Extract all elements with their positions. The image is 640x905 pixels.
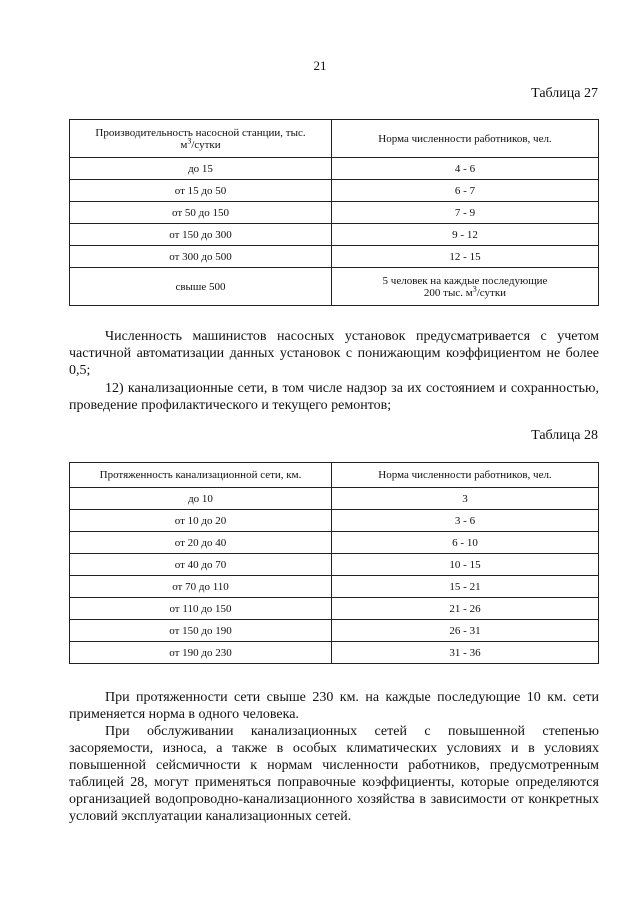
table-28-header-norm: Норма численности работников, чел.: [332, 463, 599, 488]
table-27-last-norm-suffix: /сутки: [476, 286, 507, 299]
table-28-cell-norm: 10 - 15: [332, 554, 599, 576]
table-27-last-norm-prefix: 200 тыс. м: [423, 286, 473, 299]
table-row: [70, 620, 599, 642]
table-28-cell-norm: 3: [332, 488, 599, 510]
table-row: [70, 576, 599, 598]
table-27-last-norm-line1: 5 человек на каждые последующие: [382, 274, 548, 287]
table-28-cell-norm: 15 - 21: [332, 576, 599, 598]
table-27: [69, 119, 599, 306]
table-28-cell-range: от 10 до 20: [70, 510, 332, 532]
table-row: [70, 642, 599, 664]
table-row: [70, 224, 599, 246]
table-28-cell-norm: 26 - 31: [332, 620, 599, 642]
table-28-cell-range: от 190 до 230: [70, 642, 332, 664]
table-28-caption: Таблица 28: [531, 428, 598, 443]
table-row: [70, 268, 599, 306]
table-28-cell-range: до 10: [70, 488, 332, 510]
table-28-cell-range: от 110 до 150: [70, 598, 332, 620]
table-row: [70, 202, 599, 224]
table-27-cell-range: от 50 до 150: [70, 202, 332, 224]
table-27-header-row: [70, 120, 599, 158]
table-row: [70, 532, 599, 554]
table-27-cell-norm: 6 - 7: [332, 180, 599, 202]
table-28-cell-norm: 3 - 6: [332, 510, 599, 532]
table-27-cell-norm: 12 - 15: [332, 246, 599, 268]
table-28-cell-range: от 20 до 40: [70, 532, 332, 554]
table-28-header-row: [70, 463, 599, 488]
table-28-cell-norm: 31 - 36: [332, 642, 599, 664]
paragraph-network-over-230: [69, 689, 599, 723]
page-number: 21: [313, 58, 327, 73]
table-28-cell-range: от 40 до 70: [70, 554, 332, 576]
paragraph-correction-coefficients-text: При обслуживании канализационных сетей с повышенной степенью засоряемости, износа, а также в особых климатических условиях и в условиях повышенной сейсмичности к нормам численности работников, предусмотренным таблицей 28, могут применяться поправочные коэффициенты, которые определяются организацией водопроводно-канализационного хозяйства в зависимости от конкретных условий эксплуатации канализационных сетей.: [69, 724, 599, 824]
table-27-cell-range: от 150 до 300: [70, 224, 332, 246]
table-row: [70, 246, 599, 268]
table-27-header-norm: Норма численности работников, чел.: [332, 120, 599, 158]
table-28-cell-norm: 21 - 26: [332, 598, 599, 620]
paragraph-network-over-230-text: При протяженности сети свыше 230 км. на каждые последующие 10 км. сети применяется норма в одного человека.: [69, 690, 599, 722]
table-27-cell-range: до 15: [70, 158, 332, 180]
table-27-cell-norm: 7 - 9: [332, 202, 599, 224]
table-27-header-capacity-unit-day: /сутки: [191, 138, 221, 151]
table-28: [69, 462, 599, 664]
table-27-cell-norm: 9 - 12: [332, 224, 599, 246]
table-27-cell-range: свыше 500: [70, 268, 332, 306]
table-row: [70, 180, 599, 202]
table-27-caption: Таблица 27: [531, 86, 598, 101]
paragraph-correction-coefficients: [69, 723, 599, 825]
table-28-cell-range: от 70 до 110: [70, 576, 332, 598]
table-27-cell-range: от 15 до 50: [70, 180, 332, 202]
table-28-header-length: Протяженность канализационной сети, км.: [70, 463, 332, 488]
table-row: [70, 488, 599, 510]
paragraph-sewer-networks-text: 12) канализационные сети, в том числе надзор за их состоянием и сохранностью, проведение профилактического и текущего ремонтов;: [69, 381, 599, 413]
table-27-cell-norm: 4 - 6: [332, 158, 599, 180]
table-row: [70, 554, 599, 576]
table-27-header-capacity-line1: Производительность насосной станции, тыс.: [95, 126, 306, 139]
table-row: [70, 158, 599, 180]
table-27-header-capacity: [70, 120, 332, 158]
paragraph-pump-operators-text: Численность машинистов насосных установок предусматривается с учетом частичной автоматизации данных установок с понижающим коэффициентом не более 0,5;: [69, 329, 599, 378]
table-27-last-norm-sup: 3: [472, 283, 477, 293]
table-27-cell-norm: [332, 268, 599, 306]
paragraph-pump-operators: [69, 328, 599, 379]
table-row: [70, 510, 599, 532]
table-27-header-capacity-sup: 3: [187, 135, 192, 145]
paragraph-sewer-networks: [69, 380, 599, 414]
table-28-cell-range: от 150 до 190: [70, 620, 332, 642]
table-row: [70, 598, 599, 620]
table-28-cell-norm: 6 - 10: [332, 532, 599, 554]
table-27-header-capacity-unit-m: м: [180, 138, 188, 151]
table-27-cell-range: от 300 до 500: [70, 246, 332, 268]
